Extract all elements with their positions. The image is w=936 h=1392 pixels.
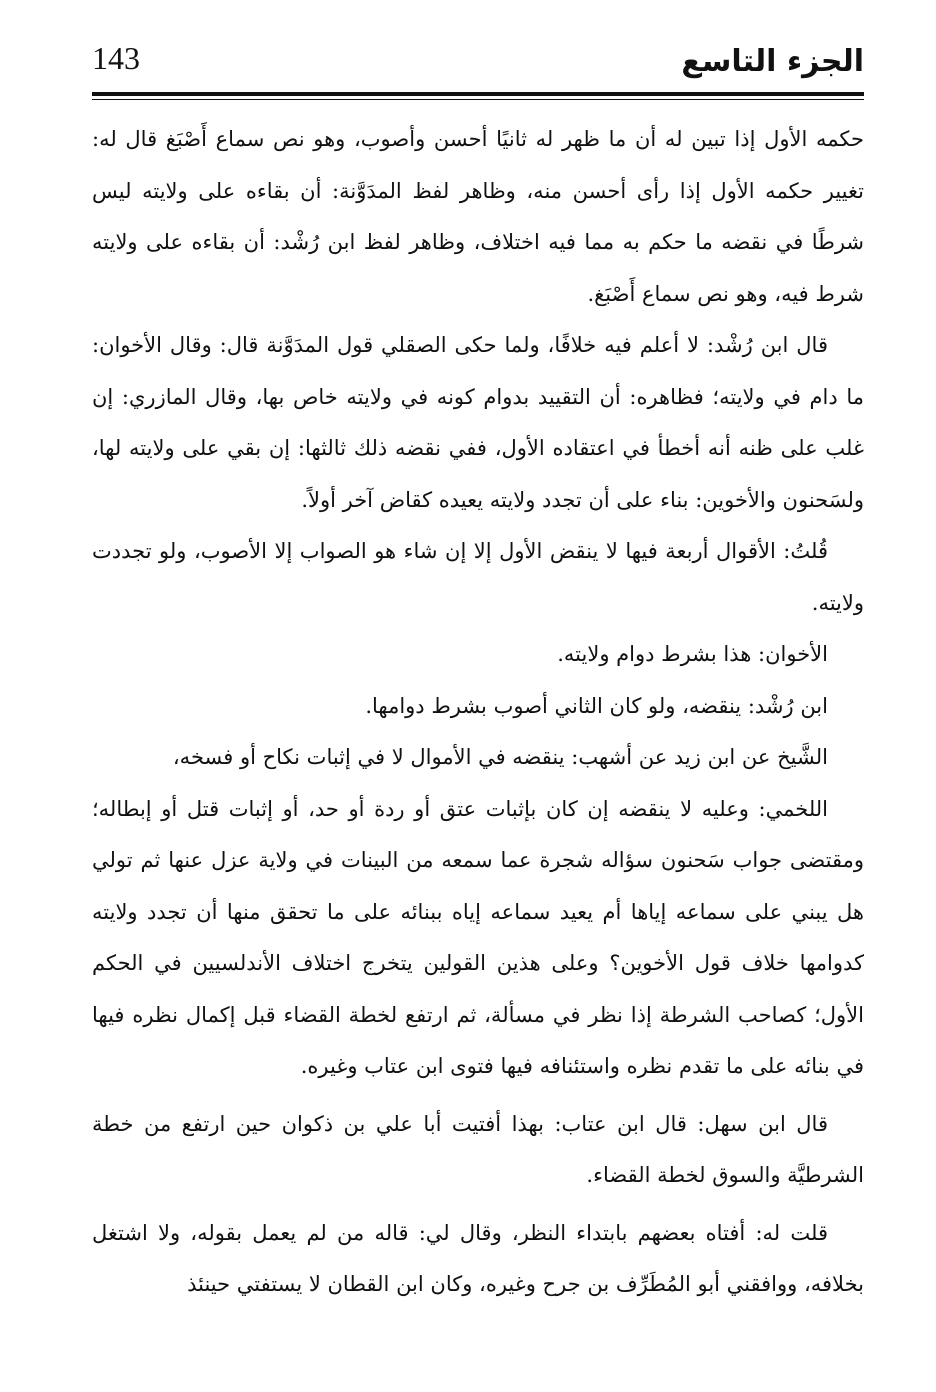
paragraph: قلت له: أفتاه بعضهم بابتداء النظر، وقال لي: قاله من لم يعمل بقوله، ولا اشتغل بخلافه، ووافقني أبو المُطَرِّف بن جرح وغيره، وكان ابن القطان لا يستفتي حينئذ <box>92 1220 864 1296</box>
header-rule-thin <box>92 99 864 100</box>
paragraph: ابن رُشْد: ينقضه، ولو كان الثاني أصوب بشرط دوامها. <box>365 693 828 718</box>
paragraph: قال ابن سهل: قال ابن عتاب: بهذا أفتيت أبا علي بن ذكوان حين ارتفع من خطة الشرطيَّة والسوق لخطة القضاء. <box>92 1111 864 1187</box>
body-text <box>92 114 864 1364</box>
paragraph: اللخمي: وعليه لا ينقضه إن كان بإثبات عتق أو ردة أو حد، أو إثبات قتل أو إبطاله؛ ومقتضى جواب سَحنون سؤاله شجرة عما سمعه من البينات في ولاية عزل عنها ثم تولي هل يبني على سماعه إياها أم يعيد سماعه إياه ببنائه على ما تحقق منها أن تجدد ولايته كدوامها خلاف قول الأخوين؟ وعلى هذين القولين يتخرج اختلاف الأندلسيين في الحكم الأول؛ كصاحب الشرطة إذا نظر في مسألة، ثم ارتفع لخطة القضاء قبل إكمال نظره فيها في بنائه على ما تقدم نظره واستئنافه فيها فتوى ابن عتاب وغيره. <box>92 796 864 1078</box>
paragraph: قال ابن رُشْد: لا أعلم فيه خلافًا، ولما حكى الصقلي قول المدَوَّنة قال: وقال الأخوان: ما دام في ولايته؛ فظاهره: أن التقييد بدوام كونه في ولايته خاص بها، وقال المازري: إن غلب على ظنه أنه أخطأ في اعتقاده الأول، ففي نقضه ذلك ثالثها: إن بقي على ولايته لها، ولسَحنون والأخوين: بناء على أن تجدد ولايته يعيده كقاض آخر أولاً. <box>92 333 864 512</box>
page-number: 143 <box>92 40 140 76</box>
paragraph: الأخوان: هذا بشرط دوام ولايته. <box>557 642 828 666</box>
paragraph: حكمه الأول إذا تبين له أن ما ظهر له ثانيًا أحسن وأصوب، وهو نص سماع أَصْبَغ قال له: تغيير حكمه الأول إذا رأى أحسن منه، وظاهر لفظ المدَوَّنة: أن بقاءه على ولايته ليس شرطًا في نقضه ما حكم به مما فيه اختلاف، وظاهر لفظ ابن رُشْد: أن بقاءه على ولايته شرط فيه، وهو نص سماع أَصْبَغ. <box>92 127 864 306</box>
header-rule-thick <box>92 92 864 96</box>
page-header <box>92 36 864 96</box>
running-title: الجزء التاسع <box>681 44 864 79</box>
paragraph: الشَّيخ عن ابن زيد عن أشهب: ينقضه في الأموال لا في إثبات نكاح أو فسخه، <box>172 745 828 769</box>
paragraph: قُلتُ: الأقوال أربعة فيها لا ينقض الأول إلا إن شاء هو الصواب إلا الأصوب، ولو تجددت ولايته. <box>92 539 864 615</box>
